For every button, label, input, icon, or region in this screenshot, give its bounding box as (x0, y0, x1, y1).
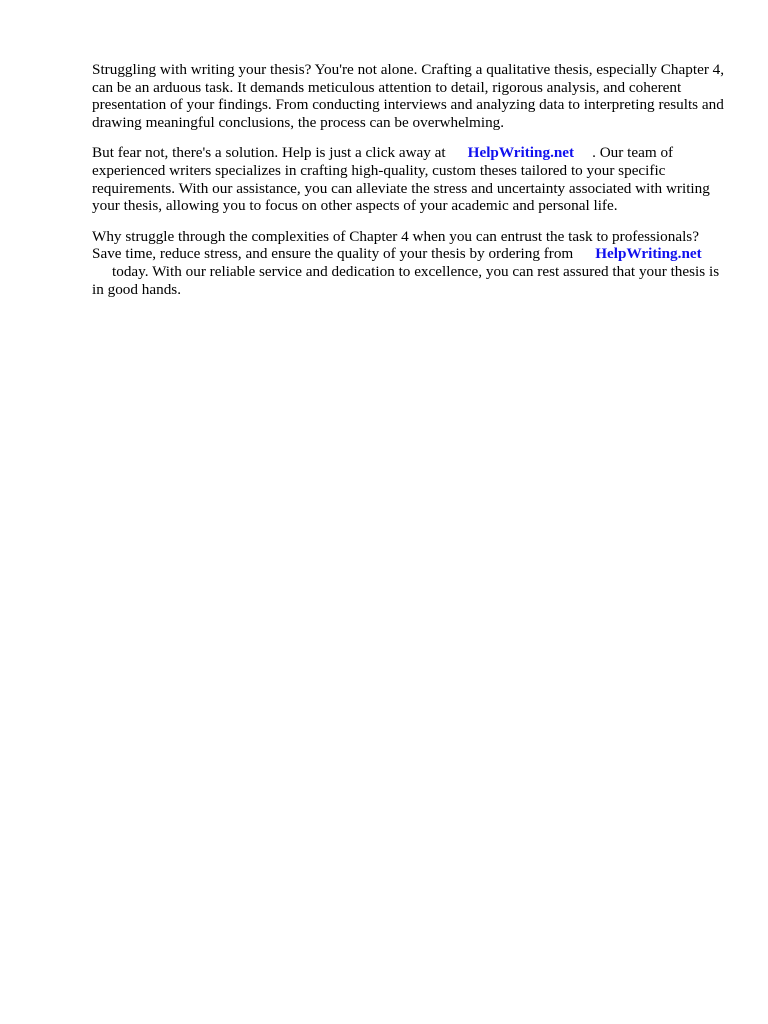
paragraph-solution (92, 144, 728, 214)
helpwriting-link[interactable]: HelpWriting.net (467, 144, 575, 162)
paragraph-cta-text-after: today. With our reliable service and dedication to excellence, you can rest assured that your thesis is in good hands. (92, 262, 720, 298)
document-body (92, 61, 728, 311)
paragraph-solution-text-before: But fear not, there's a solution. Help is just a click away at (92, 144, 446, 162)
helpwriting-order-link[interactable]: HelpWriting.net (595, 245, 702, 263)
paragraph-cta-text-before: Why struggle through the complexities of Chapter 4 when you can entrust the task to professionals? Save time, reduce stress, and ensure the quality of your thesis by ordering from (92, 227, 699, 263)
paragraph-intro (92, 61, 728, 131)
paragraph-solution-text-after: . Our team of experienced writers specializes in crafting high-quality, custom theses tailored to your specific requirements. With our assistance, you can alleviate the stress and uncertainty associated with writing your thesis, allowing you to focus on other aspects of your academic and personal life. (92, 144, 710, 215)
paragraph-intro-text: Struggling with writing your thesis? You're not alone. Crafting a qualitative thesis, especially Chapter 4, can be an arduous task. It demands meticulous attention to detail, rigorous analysis, and coherent presentation of your findings. From conducting interviews and analyzing data to interpreting results and drawing meaningful conclusions, the process can be overwhelming. (92, 61, 725, 131)
paragraph-call-to-action (92, 228, 728, 298)
